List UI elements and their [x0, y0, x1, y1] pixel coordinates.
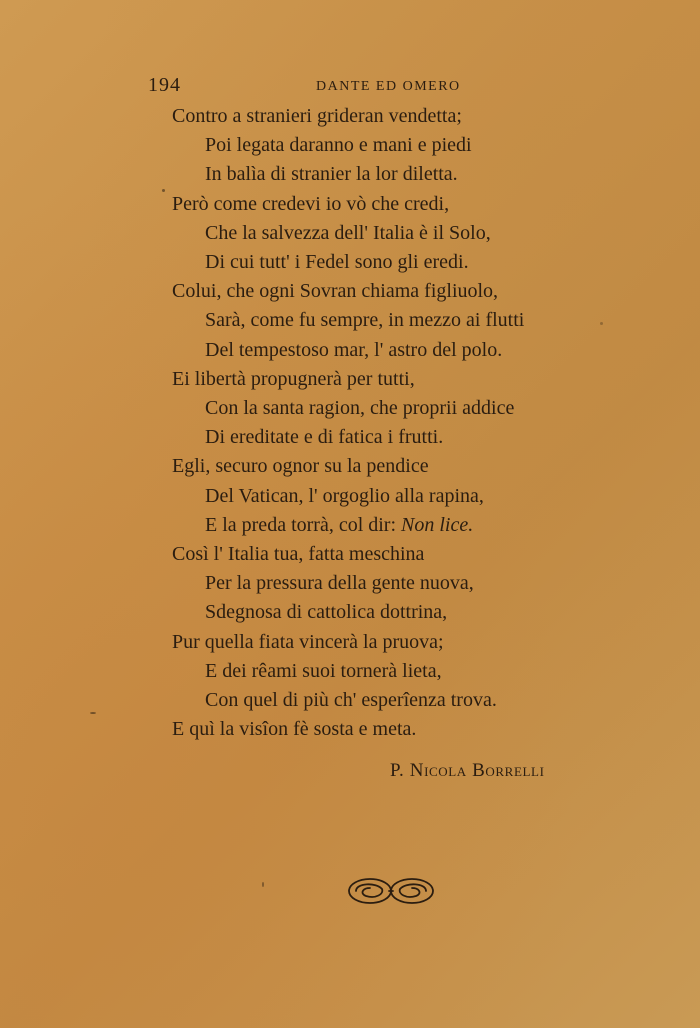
- poem-line: [172, 306, 592, 335]
- poem-line: [172, 657, 592, 686]
- poem-line-text: Con la santa ragion, che proprii addice: [205, 397, 515, 420]
- poem-line: [172, 190, 592, 219]
- poem-line: [172, 511, 592, 540]
- poem-line-text: Di ereditate e di fatica i frutti.: [205, 426, 444, 449]
- author-signature: P. Nicola Borrelli: [390, 760, 545, 781]
- poem-line: [172, 569, 592, 598]
- poem-line-italic-quote: Non lice.: [401, 513, 474, 536]
- poem-line-text: Pur quella fiata vincerà la pruova;: [172, 630, 444, 653]
- poem-line: [172, 365, 592, 394]
- poem-line-text: Ei libertà propugnerà per tutti,: [172, 367, 415, 390]
- running-head: DANTE ED OMERO: [316, 79, 461, 94]
- double-scroll-ornament-icon: [346, 874, 436, 908]
- poem-line: [172, 160, 592, 189]
- poem-line-text: E la preda torrà, col dir:: [205, 513, 397, 536]
- poem-line-text: Però come credevi io vò che credi,: [172, 192, 450, 215]
- poem-line-text: Che la salvezza dell' Italia è il Solo,: [205, 221, 491, 244]
- poem-line-text: In balìa di stranier la lor diletta.: [205, 163, 458, 186]
- poem-line-text: Contro a stranieri grideran vendetta;: [172, 105, 462, 127]
- poem-line-text: Così l' Italia tua, fatta meschina: [172, 543, 425, 566]
- page-speck: [90, 712, 96, 714]
- page-speck: [600, 322, 603, 325]
- poem-line-text: Sdegnosa di cattolica dottrina,: [205, 601, 448, 624]
- poem-line-text: Del Vatican, l' orgoglio alla rapina,: [205, 484, 484, 507]
- page-number: 194: [148, 74, 181, 96]
- page-speck: [262, 882, 264, 887]
- poem-line: [172, 131, 592, 160]
- poem-line: [172, 715, 592, 744]
- poem-body: [172, 102, 592, 744]
- poem-line-text: Con quel di più ch' esperîenza trova.: [205, 689, 497, 712]
- poem-line: [172, 598, 592, 627]
- poem-line: [172, 394, 592, 423]
- poem-line-text: Per la pressura della gente nuova,: [205, 572, 474, 595]
- poem-line: [172, 277, 592, 306]
- poem-line: [172, 219, 592, 248]
- poem-line: [172, 686, 592, 715]
- poem-line: [172, 248, 592, 277]
- poem-line-text: Egli, securo ognor su la pendice: [172, 455, 429, 478]
- poem-line: [172, 336, 592, 365]
- page-speck: [162, 189, 165, 192]
- poem-line-text: E quì la visîon fè sosta e meta.: [172, 718, 417, 741]
- poem-line-text: Del tempestoso mar, l' astro del polo.: [205, 338, 503, 361]
- poem-line: [172, 540, 592, 569]
- poem-line: [172, 102, 592, 131]
- poem-line-text: Di cui tutt' i Fedel sono gli eredi.: [205, 251, 469, 274]
- poem-line-text: E dei rêami suoi tornerà lieta,: [205, 659, 442, 682]
- poem-line-text: Poi legata daranno e mani e piedi: [205, 134, 472, 157]
- poem-line-text: Sarà, come fu sempre, in mezzo ai flutti: [205, 309, 525, 332]
- page-header: [148, 74, 568, 102]
- poem-line: [172, 452, 592, 481]
- poem-line: [172, 482, 592, 511]
- poem-line: [172, 628, 592, 657]
- poem-line: [172, 423, 592, 452]
- poem-line-text: Colui, che ogni Sovran chiama figliuolo,: [172, 280, 499, 303]
